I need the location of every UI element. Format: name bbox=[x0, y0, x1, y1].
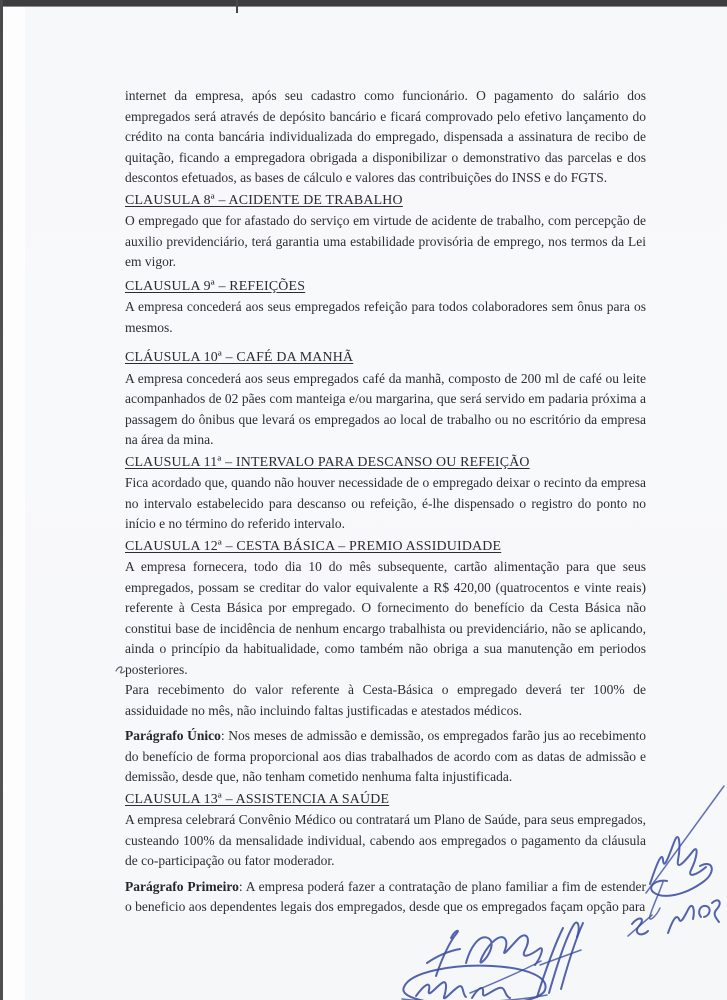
paragrafo-primeiro-label: Parágrafo Primeiro bbox=[125, 878, 239, 894]
paragrafo-primeiro bbox=[125, 877, 646, 918]
scan-top-edge-tick bbox=[236, 0, 238, 13]
ink-stroke bbox=[436, 931, 458, 976]
ink-stroke bbox=[561, 923, 583, 989]
ink-stroke bbox=[470, 961, 541, 993]
scan-left-edge bbox=[0, 0, 3, 1000]
clause-13-body: A empresa celebrará Convênio Médico ou contratará um Plano de Saúde, para seus empregados, custeando 100% da mensalidade individual, cabendo aos empregados o pagamento da cláusula de co-participação ou fator moderador. bbox=[125, 812, 646, 868]
clause-8-body: O empregado que for afastado do serviço em virtude de acidente de trabalho, com percepção de auxilio previdenciário, terá garantia uma estabilidade provisória de emprego, nos termos da Lei em vigor. bbox=[125, 213, 646, 269]
ink-stroke bbox=[628, 915, 652, 936]
ink-stroke bbox=[427, 949, 460, 963]
ink-stroke bbox=[632, 918, 648, 934]
signature-margin-rotated bbox=[646, 786, 724, 919]
clause-12-heading: CLAUSULA 12ª – CESTA BÁSICA – PREMIO ASSIDUIDADE bbox=[125, 538, 502, 554]
clause-11-heading: CLAUSULA 11ª – INTERVALO PARA DESCANSO OU REFEIÇÃO bbox=[125, 454, 530, 470]
paragrafo-primeiro-text: : A empresa poderá fazer a contratação de plano familiar a fim de estender o beneficio aos dependentes legais dos empregados, desde que os empregados façam opção para bbox=[125, 878, 646, 914]
paragrafo-unico-text: : Nos meses de admissão e demissão, os empregados farão jus ao recebimento do benefício de forma proporcional aos dias trabalhados de acordo com as datas de admissão e demissão, desde que, não tenham cometido nenhuma falta injustificada. bbox=[125, 728, 646, 784]
document-content bbox=[125, 86, 646, 918]
pen-mark-margin bbox=[116, 667, 125, 673]
ink-stroke bbox=[651, 864, 712, 896]
clause-10-heading: CLÁUSULA 10ª – CAFÉ DA MANHÃ bbox=[125, 350, 354, 365]
ink-stroke bbox=[466, 935, 542, 965]
ink-stroke bbox=[712, 900, 720, 922]
ink-stroke bbox=[650, 882, 663, 919]
ink-stroke bbox=[540, 950, 581, 965]
paragrafo-unico-label: Parágrafo Único bbox=[125, 728, 221, 743]
signature-tall-strokes bbox=[470, 923, 583, 997]
clause-9-heading: CLAUSULA 9ª – REFEIÇÕES bbox=[125, 278, 306, 294]
clause-8-heading: CLAUSULA 8ª – ACIDENTE DE TRABALHO bbox=[125, 192, 403, 208]
ink-stroke bbox=[549, 923, 579, 993]
ink-stroke bbox=[472, 988, 510, 998]
clause-10-body: A empresa concederá aos seus empregados café da manhã, composto de 200 ml de café ou leite acompanhados de 02 pães com manteiga e/ou margarina, que será servido em padaria próxima a passagem do ônibus que levará os empregados ao local de trabalho ou no escritório da empresa na área da mina. bbox=[125, 370, 646, 447]
clause-12-body: A empresa fornecera, todo dia 10 do mês subsequente, cartão alimentação para que seus empregados, possam se creditar do valor equivalente a R$ 420,00 (quatrocentos e vinte reais) referente à Cesta Básica por empregado. O fornecimento do benefício da Cesta Básica não constitui base de incidência de nenhum encargo trabalhista ou previdenciário, não se aplicando, ainda o princípio da habitualidade, como também não obriga a sua manutenção em periodos posteriores. bbox=[125, 559, 646, 677]
scan-paper-edge-strip bbox=[3, 7, 25, 1000]
paragraph-salary-continuation: internet da empresa, após seu cadastro como funcionário. O pagamento do salário dos empregados será através de depósito bancário e ficará comprovado pelo efetivo lançamento do crédito na conta bancária individualizada do empregado, dispensada a assinatura de recibo de quitação, ficando a empregadora obrigada a disponibilizar o demonstrativo das parcelas e dos descontos efetuados, as bases de cálculo e valores das contribuições do INSS e do FGTS. bbox=[125, 88, 646, 185]
ink-stroke bbox=[402, 995, 547, 1000]
ink-stroke bbox=[416, 982, 466, 998]
signature-initial-a bbox=[427, 931, 460, 976]
ink-stroke bbox=[650, 837, 706, 884]
clause-13-heading: CLAUSULA 13ª – ASSISTENCIA A SAÚDE bbox=[125, 791, 390, 807]
ink-stroke bbox=[403, 966, 545, 1000]
ink-stroke bbox=[646, 786, 724, 893]
ink-stroke bbox=[537, 928, 563, 997]
scan-top-edge bbox=[0, 0, 727, 7]
clause-12-body-assiduity: Para recebimento do valor referente à Cesta-Básica o empregado deverá ter 100% de assiduidade no mês, não incluindo faltas justificadas e atestados médicos. bbox=[125, 682, 646, 718]
signature-flourish bbox=[466, 935, 542, 965]
ink-stroke bbox=[668, 906, 694, 933]
ink-stroke bbox=[699, 906, 709, 917]
clause-11-body: Fica acordado que, quando não houver necessidade de o empregado deixar o recinto da empresa no intervalo estabelecido para descanso ou refeição, é-lhe dispensado o registro do ponto no início e no término do referido intervalo. bbox=[125, 475, 646, 531]
clause-9-body: A empresa concederá aos seus empregados refeição para todos colaboradores sem ônus para os mesmos. bbox=[125, 299, 646, 335]
paragrafo-unico bbox=[125, 726, 646, 788]
signature-oval-scribble bbox=[402, 966, 547, 1000]
